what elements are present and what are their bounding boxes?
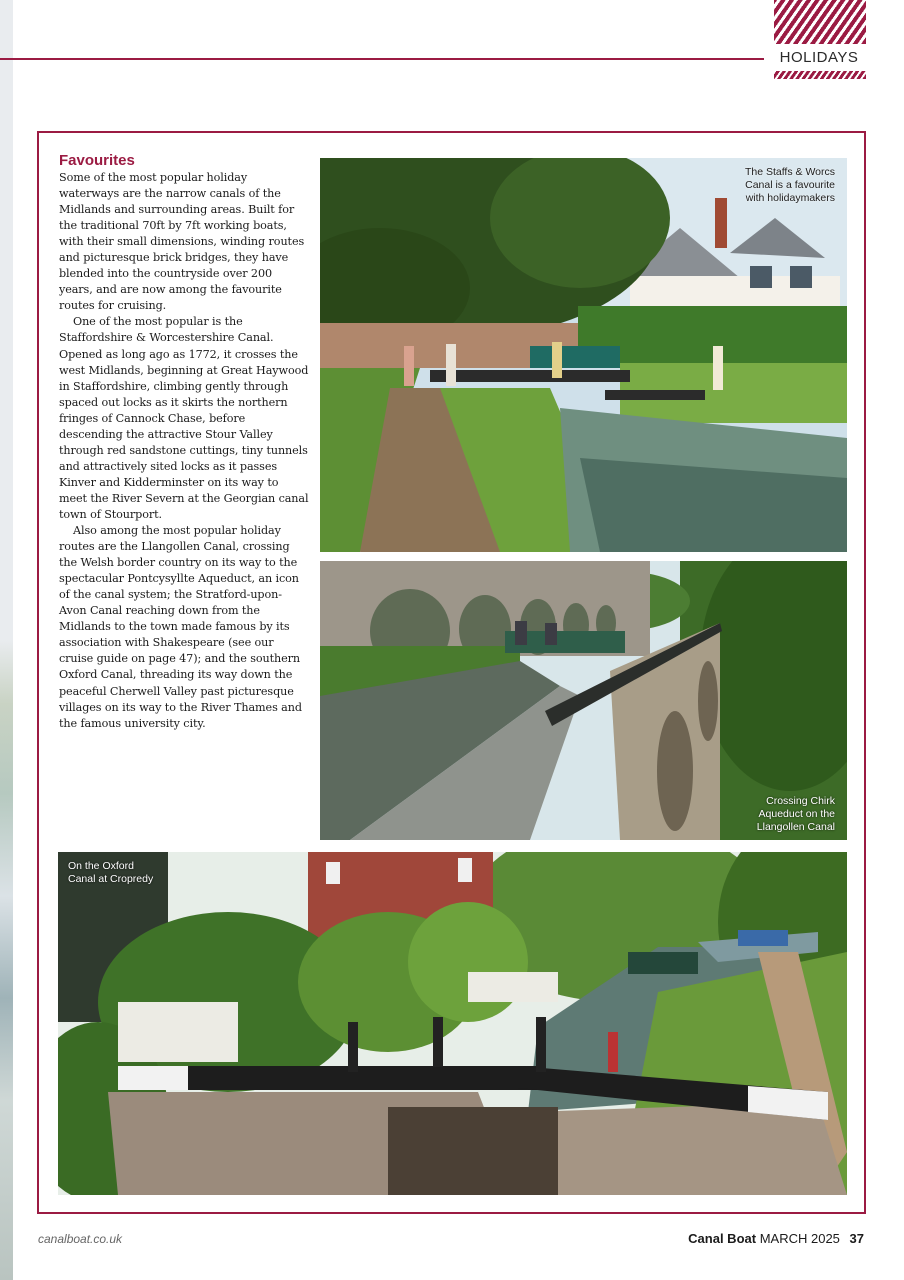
section-label: HOLIDAYS <box>779 49 859 66</box>
footer-website: canalboat.co.uk <box>38 1232 123 1246</box>
photo-caption-staffs: The Staffs & Worcs Canal is a favourite with holidaymakers <box>744 166 835 204</box>
photo-caption-oxford: On the Oxford Canal at Cropredy <box>68 860 154 885</box>
article-heading: Favourites <box>59 152 135 169</box>
photo-oxford-cropredy <box>58 852 847 1195</box>
article-paragraph: Some of the most popular holiday waterways are the narrow canals of the Midlands and surrounding areas. Built for the traditional 70ft by 7ft working boats, with their small dimensions, winding routes and picturesque brick bridges, they have blended into the countryside over 200 years, and are now among the favourite routes for cruising. <box>59 171 305 313</box>
article-column <box>59 152 309 732</box>
header-stripes-underline <box>774 71 866 79</box>
photo-chirk-aqueduct <box>320 561 847 840</box>
article-paragraph: Also among the most popular holiday routes are the Llangollen Canal, crossing the Welsh border country on its way to the spectacular Pontcysyllte Aqueduct, an icon of the canal system; the Stratford-upon-Avon Canal reaching down from the Midlands to the town made famous by its association with Shakespeare (see our cruise guide on page 47); and the southern Oxford Canal, threading its way down the peaceful Cherwell Valley past picturesque villages on its way to the River Thames and the famous university city. <box>59 524 302 730</box>
photo-caption-chirk: Crossing Chirk Aqueduct on the Llangollen Canal <box>756 795 835 833</box>
photo-staffs-worcs-lock <box>320 158 847 552</box>
previous-page-edge <box>0 0 13 1280</box>
article-body <box>59 170 309 732</box>
footer-page-number: 37 <box>849 1231 864 1246</box>
footer-issue: MARCH 2025 <box>759 1231 840 1246</box>
footer-folio <box>688 1231 864 1246</box>
header-stripes <box>774 0 866 44</box>
article-paragraph: One of the most popular is the Staffordshire & Worcestershire Canal. Opened as long ago as 1772, it crosses the west Midlands, beginning at Great Haywood in Staffordshire, climbing gently through spaced out locks as it skirts the northern fringes of Cannock Chase, before descending the attractive Stour Valley through red sandstone cuttings, tiny tunnels and attractively sited locks as it passes Kinver and Kidderminster on its way to meet the River Severn at the Georgian canal town of Stourport. <box>59 315 309 521</box>
header-rule <box>0 58 764 60</box>
footer-magazine-name: Canal Boat <box>688 1231 757 1246</box>
